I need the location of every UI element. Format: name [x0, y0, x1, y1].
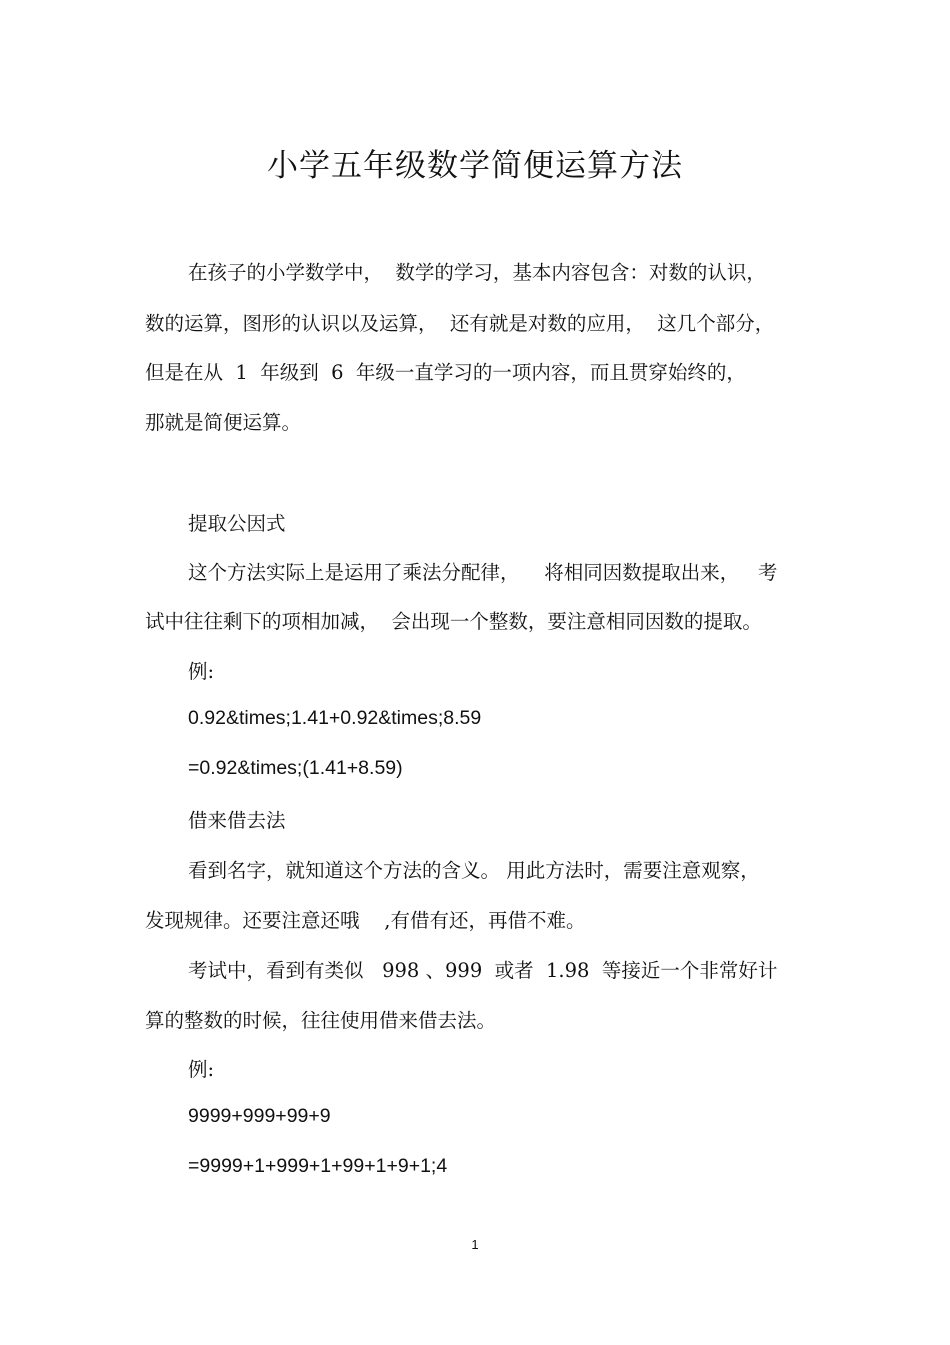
method2-heading: 借来借去法 — [188, 809, 286, 832]
method1-equation-1: 0.92&times;1.41+0.92&times;8.59 — [188, 707, 482, 729]
intro-line-2: 数的运算，图形的认识以及运算， 还有就是对数的应用， 这几个部分， — [145, 312, 775, 335]
document-title: 小学五年级数学简便运算方法 — [267, 148, 683, 184]
method2-desc-line-2: 发现规律。还要注意还哦 ,有借有还，再借不难。 — [145, 909, 586, 932]
method1-heading: 提取公因式 — [188, 512, 286, 535]
method2-equation-1: 9999+999+99+9 — [188, 1105, 331, 1127]
method2-desc-line-1: 看到名字，就知道这个方法的含义。 用此方法时，需要注意观察， — [188, 859, 760, 882]
intro-line-1: 在孩子的小学数学中， 数学的学习，基本内容包含：对数的认识， — [188, 261, 766, 284]
method2-equation-2: =9999+1+999+1+99+1+9+1;4 — [188, 1155, 448, 1177]
method1-desc-line-2: 试中往往剩下的项相加减， 会出现一个整数，要注意相同因数的提取。 — [145, 610, 762, 633]
method1-desc-line-1: 这个方法实际上是运用了乘法分配律， 将相同因数提取出来， 考 — [188, 561, 778, 584]
intro-line-3: 但是在从 1 年级到 6 年级一直学习的一项内容，而且贯穿始终的， — [145, 361, 746, 384]
intro-line-4: 那就是简便运算。 — [145, 411, 302, 434]
method2-desc-line-4: 算的整数的时候，往往使用借来借去法。 — [145, 1009, 497, 1032]
page-number: 1 — [471, 1237, 479, 1252]
method1-equation-2: =0.92&times;(1.41+8.59) — [188, 757, 403, 779]
method2-example-label: 例: — [188, 1058, 215, 1081]
method2-desc-line-3: 考试中，看到有类似 998 、999 或者 1.98 等接近一个非常好计 — [188, 959, 778, 982]
method1-example-label: 例: — [188, 660, 215, 683]
